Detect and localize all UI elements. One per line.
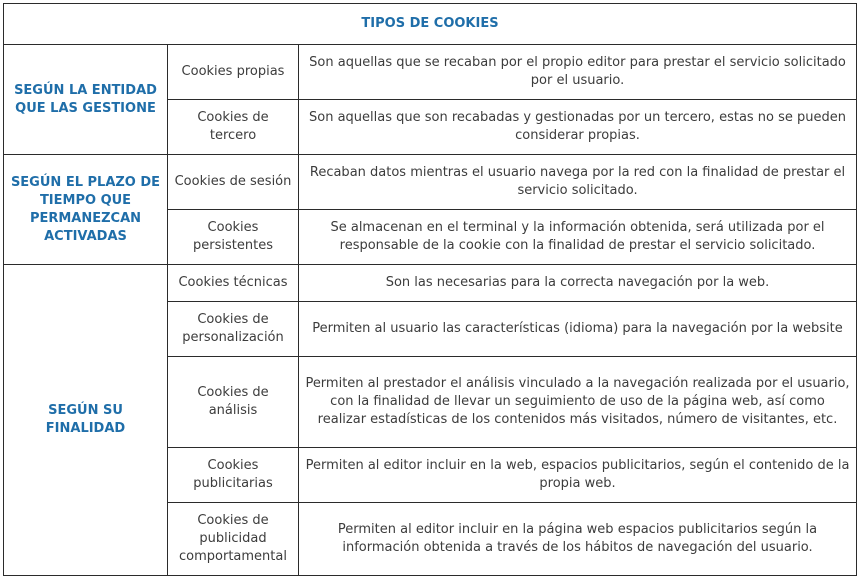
table-title-row (4, 4, 857, 45)
group-label-purpose: SEGÚN SU FINALIDAD (4, 265, 168, 576)
table-row (4, 155, 857, 210)
cookie-description: Son aquellas que se recaban por el propio editor para prestar el servicio solicitado por el usuario. (299, 45, 857, 100)
cookie-type: Cookies de sesión (168, 155, 299, 210)
group-label-entity: SEGÚN LA ENTIDAD QUE LAS GESTIONE (4, 45, 168, 155)
group-label-duration: SEGÚN EL PLAZO DE TIEMPO QUE PERMANEZCAN ACTIVADAS (4, 155, 168, 265)
cookie-type: Cookies de publicidad comportamental (168, 503, 299, 576)
table-row (4, 265, 857, 302)
cookie-description: Son aquellas que son recabadas y gestionadas por un tercero, estas no se pueden considerar propias. (299, 100, 857, 155)
cookie-description: Se almacenan en el terminal y la información obtenida, será utilizada por el responsable de la cookie con la finalidad de prestar el servicio solicitado. (299, 210, 857, 265)
table-title: TIPOS DE COOKIES (4, 4, 857, 45)
cookie-type: Cookies de personalización (168, 302, 299, 357)
cookie-description: Permiten al usuario las características (idioma) para la navegación por la website (299, 302, 857, 357)
cookie-types-table (3, 3, 857, 576)
cookie-type: Cookies propias (168, 45, 299, 100)
cookie-description: Permiten al editor incluir en la web, espacios publicitarios, según el contenido de la propia web. (299, 448, 857, 503)
cookie-type: Cookies técnicas (168, 265, 299, 302)
cookie-description: Son las necesarias para la correcta navegación por la web. (299, 265, 857, 302)
cookie-description: Recaban datos mientras el usuario navega por la red con la finalidad de prestar el servicio solicitado. (299, 155, 857, 210)
cookie-description: Permiten al prestador el análisis vinculado a la navegación realizada por el usuario, con la finalidad de llevar un seguimiento de uso de la página web, así como realizar estadísticas de los contenidos más visitados, número de visitantes, etc. (299, 357, 857, 448)
cookie-type: Cookies de tercero (168, 100, 299, 155)
cookie-type: Cookies de análisis (168, 357, 299, 448)
cookie-type: Cookies persistentes (168, 210, 299, 265)
cookie-type: Cookies publicitarias (168, 448, 299, 503)
cookie-description: Permiten al editor incluir en la página web espacios publicitarios según la información obtenida a través de los hábitos de navegación del usuario. (299, 503, 857, 576)
table-row (4, 45, 857, 100)
